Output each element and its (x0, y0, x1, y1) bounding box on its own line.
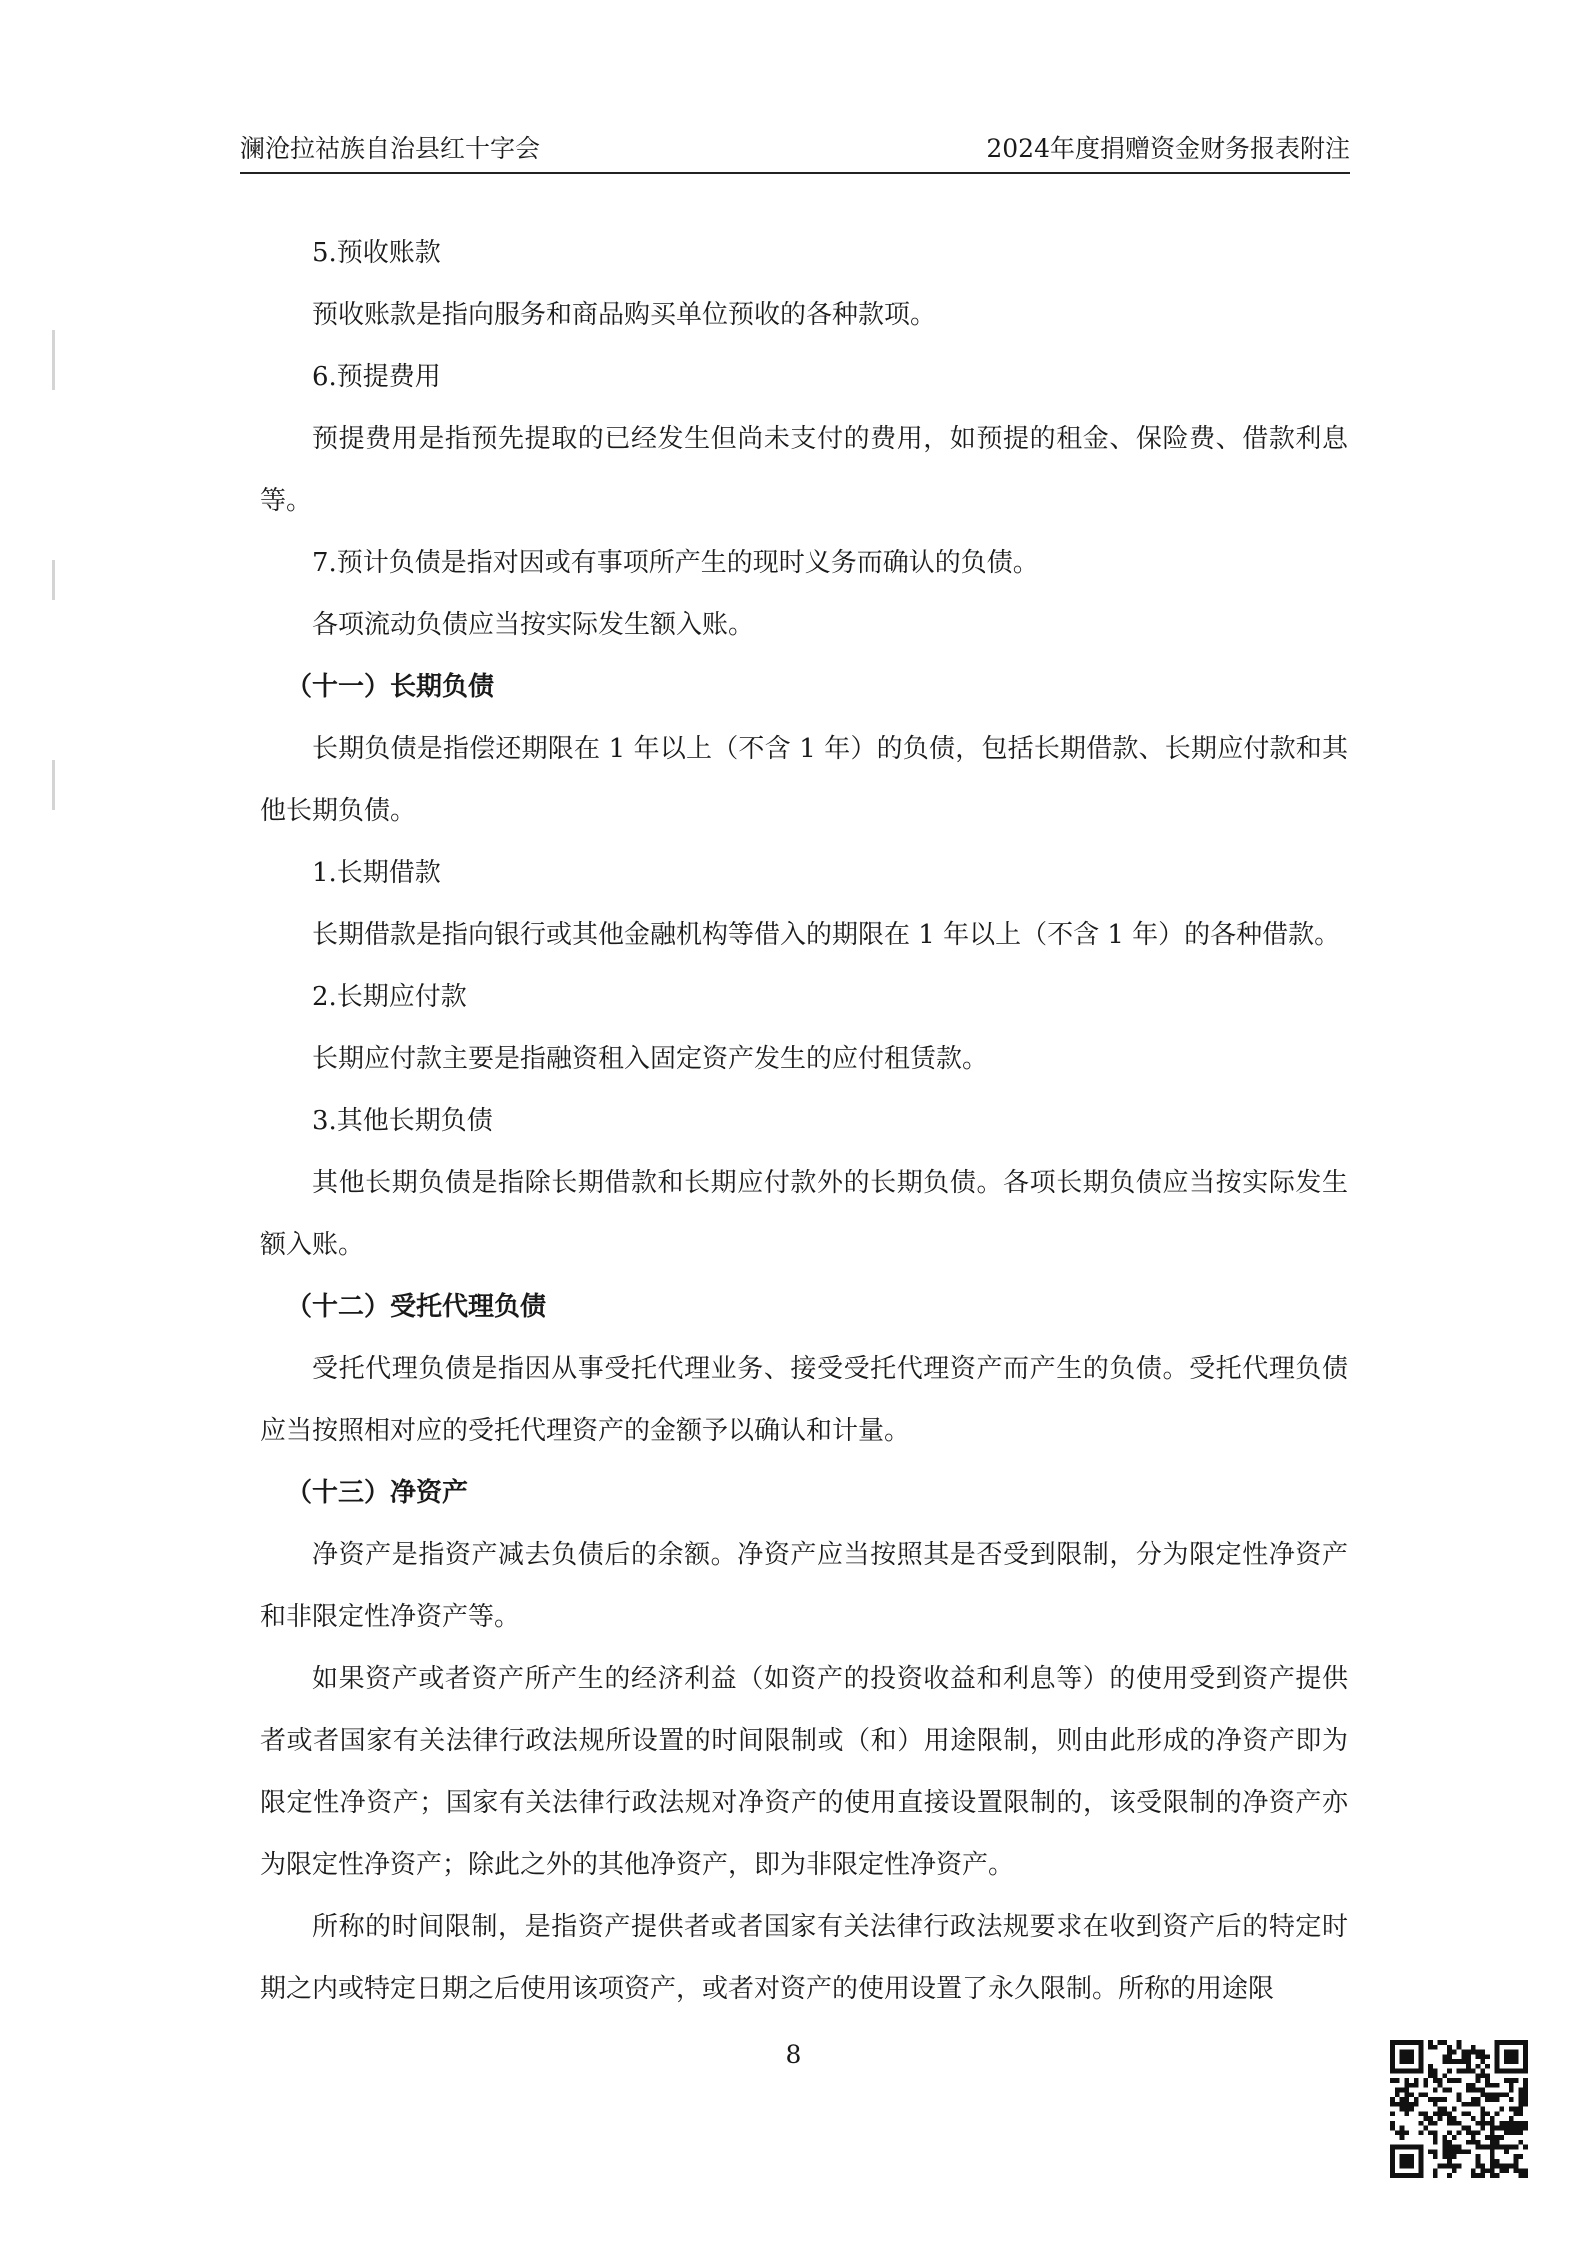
paragraph: 长期负债是指偿还期限在 1 年以上（不含 1 年）的负债，包括长期借款、长期应付款和其他长期负债。 (260, 734, 1348, 826)
paragraph: 其他长期负债是指除长期借款和长期应付款外的长期负债。各项长期负债应当按实际发生额入账。 (260, 1168, 1348, 1260)
section-heading: （十三）净资产 (286, 1478, 469, 1508)
item-heading: 1.长期借款 (312, 858, 441, 888)
page-number: 8 (785, 2040, 802, 2069)
section-heading: （十一）长期负债 (286, 672, 495, 702)
paragraph: 受托代理负债是指因从事受托代理业务、接受受托代理资产而产生的负债。受托代理负债应当按照相对应的受托代理资产的金额予以确认和计量。 (260, 1354, 1348, 1446)
paragraph: 如果资产或者资产所产生的经济利益（如资产的投资收益和利息等）的使用受到资产提供者或者国家有关法律行政法规所设置的时间限制或（和）用途限制，则由此形成的净资产即为限定性净资产；国家有关法律行政法规对净资产的使用直接设置限制的，该受限制的净资产亦为限定性净资产；除此之外的其他净资产，即为非限定性净资产。 (260, 1664, 1348, 1880)
scan-artifact (52, 760, 55, 810)
paragraph: 各项流动负债应当按实际发生额入账。 (312, 610, 755, 640)
header-divider (240, 172, 1350, 174)
header-organization: 澜沧拉祜族自治县红十字会 (240, 134, 541, 163)
page-header (240, 132, 1350, 166)
qr-code-icon (1390, 2040, 1528, 2178)
paragraph: 长期应付款主要是指融资租入固定资产发生的应付租赁款。 (312, 1044, 989, 1074)
header-document-title: 2024年度捐赠资金财务报表附注 (986, 134, 1350, 163)
item-heading: 3.其他长期负债 (312, 1106, 493, 1136)
scan-artifact (52, 330, 55, 390)
document-body (260, 222, 1348, 2020)
item-heading: 5.预收账款 (312, 238, 441, 268)
item-heading: 2.长期应付款 (312, 982, 467, 1012)
item-heading: 6.预提费用 (312, 362, 441, 392)
section-heading: （十二）受托代理负债 (286, 1292, 547, 1322)
scan-artifact (52, 560, 55, 600)
paragraph: 长期借款是指向银行或其他金融机构等借入的期限在 1 年以上（不含 1 年）的各种借款。 (312, 920, 1341, 950)
paragraph: 净资产是指资产减去负债后的余额。净资产应当按照其是否受到限制，分为限定性净资产和非限定性净资产等。 (260, 1540, 1348, 1632)
paragraph: 预收账款是指向服务和商品购买单位预收的各种款项。 (312, 300, 937, 330)
paragraph: 7.预计负债是指对因或有事项所产生的现时义务而确认的负债。 (312, 548, 1039, 578)
paragraph: 所称的时间限制，是指资产提供者或者国家有关法律行政法规要求在收到资产后的特定时期之内或特定日期之后使用该项资产，或者对资产的使用设置了永久限制。所称的用途限 (260, 1912, 1348, 2004)
paragraph: 预提费用是指预先提取的已经发生但尚未支付的费用，如预提的租金、保险费、借款利息等。 (260, 424, 1348, 516)
